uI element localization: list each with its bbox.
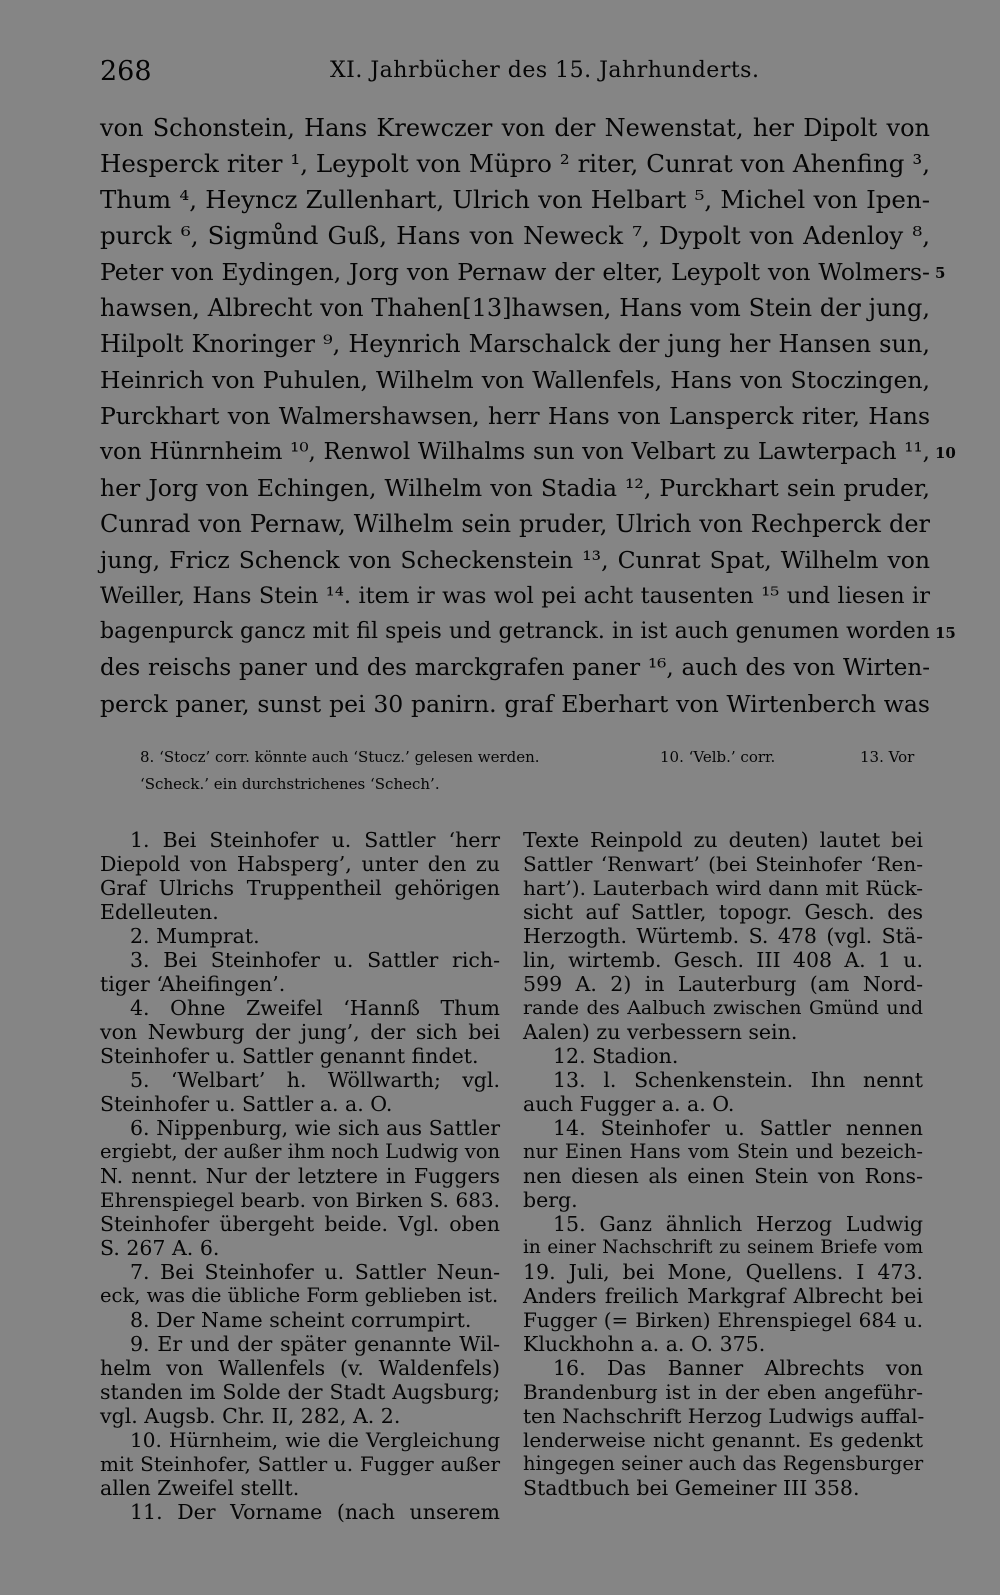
footnote-line: Texte Reinpold zu deuten) lautet bei [523, 828, 923, 852]
text-line: bagenpurck gancz mit fil speis und getranck. in ist auch genumen worden [100, 619, 930, 644]
text-line: von Schonstein, Hans Krewczer von der Newenstat, her Dipolt von [100, 114, 930, 142]
footnote-line: Edelleuten. [100, 900, 219, 924]
footnote-line: Diepold von Habsperg’, unter den zu [100, 852, 500, 876]
footnote-line: tiger ‘Aheifingen’. [100, 972, 286, 996]
footnote-line: 13. l. Schenkenstein. Ihn nennt [553, 1068, 923, 1092]
running-title: XI. Jahrbücher des 15. Jahrhunderts. [330, 58, 760, 83]
footnote-line: lenderweise nicht genannt. Es gedenkt [523, 1428, 923, 1452]
footnote-line: 8. Der Name scheint corrumpirt. [130, 1308, 472, 1332]
footnote-line: 14. Steinhofer u. Sattler nennen [553, 1116, 923, 1140]
text-line: Peter von Eydingen, Jorg von Pernaw der elter, Leypolt von Wolmers- [100, 258, 930, 286]
footnote-line: Aalen) zu verbessern sein. [523, 1020, 798, 1044]
footnote-line: ergiebt, der außer ihm noch Ludwig von [100, 1140, 501, 1163]
footnote-line: 4. Ohne Zweifel ‘Hannß Thum [130, 996, 500, 1020]
footnote-line: 19. Juli, bei Mone, Quellens. I 473. [523, 1260, 923, 1284]
footnote-line: 1. Bei Steinhofer u. Sattler ‘herr [130, 828, 500, 852]
text-line: purck ⁶, Sigmůnd Guß, Hans von Neweck ⁷, Dypolt von Adenloy ⁸, [100, 221, 930, 250]
text-line: Cunrad von Pernaw, Wilhelm sein pruder, Ulrich von Rechperck der [100, 510, 930, 538]
footnote-line: standen im Solde der Stadt Augsburg; [100, 1380, 500, 1404]
footnote-line: N. nennt. Nur der letztere in Fuggers [100, 1164, 500, 1188]
footnote-line: mit Steinhofer, Sattler u. Fugger außer [100, 1452, 500, 1476]
page-number: 268 [100, 56, 152, 87]
text-line: von Hünrnheim ¹⁰, Renwol Wilhalms sun von Velbart zu Lawterpach ¹¹, [100, 439, 930, 465]
footnote-line: auch Fugger a. a. O. [523, 1092, 735, 1116]
line-number-marker: 10 [935, 444, 956, 462]
text-line: Heinrich von Puhulen, Wilhelm von Wallenfels, Hans von Stoczingen, [100, 366, 930, 394]
footnote-line: 7. Bei Steinhofer u. Sattler Neun- [130, 1260, 500, 1284]
apparatus-note: 13. Vor [860, 748, 915, 766]
footnote-line: in einer Nachschrift zu seinem Briefe vom [523, 1237, 923, 1258]
footnote-line: S. 267 A. 6. [100, 1236, 220, 1260]
line-number-marker: 5 [935, 264, 946, 282]
text-line: perck paner, sunst pei 30 panirn. graf Eberhart von Wirtenberch was [100, 690, 930, 718]
line-number-marker: 15 [935, 624, 956, 642]
text-line: Purckhart von Walmershawsen, herr Hans von Lansperck riter, Hans [100, 402, 930, 430]
text-line: her Jorg von Echingen, Wilhelm von Stadia ¹², Purckhart sein pruder, [100, 474, 930, 502]
text-line: Weiller, Hans Stein ¹⁴. item ir was wol pei acht tausenten ¹⁵ und liesen ir [100, 583, 930, 609]
footnote-line: Kluckhohn a. a. O. 375. [523, 1332, 766, 1356]
footnote-line: 10. Hürnheim, wie die Vergleichung [130, 1428, 500, 1452]
footnote-line: helm von Wallenfels (v. Waldenfels) [100, 1356, 500, 1380]
apparatus-note: ‘Scheck.’ ein durchstrichenes ‘Schech’. [140, 775, 440, 793]
text-line: hawsen, Albrecht von Thahen[13]hawsen, Hans vom Stein der jung, [100, 294, 930, 322]
footnote-line: Steinhofer u. Sattler genannt findet. [100, 1044, 479, 1068]
footnote-line: 3. Bei Steinhofer u. Sattler rich- [130, 948, 500, 972]
footnote-line: Steinhofer übergeht beide. Vgl. oben [100, 1212, 500, 1236]
footnote-line: nen diesen als einen Stein von Rons- [523, 1164, 923, 1188]
footnote-line: berg. [523, 1188, 578, 1212]
footnote-line: Fugger (= Birken) Ehrenspiegel 684 u. [523, 1308, 923, 1332]
footnote-line: vgl. Augsb. Chr. II, 282, A. 2. [100, 1404, 401, 1428]
footnote-line: 599 A. 2) in Lauterburg (am Nord- [523, 972, 923, 996]
footnote-line: rande des Aalbuch zwischen Gmünd und [523, 997, 923, 1019]
footnote-line: Stadtbuch bei Gemeiner III 358. [523, 1476, 860, 1500]
text-line: Thum ⁴, Heyncz Zullenhart, Ulrich von Helbart ⁵, Michel von Ipen- [100, 185, 930, 214]
text-line: jung, Fricz Schenck von Scheckenstein ¹³, Cunrat Spat, Wilhelm von [100, 546, 930, 574]
footnote-line: sicht auf Sattler, topogr. Gesch. des [523, 900, 923, 924]
footnote-line: 12. Stadion. [553, 1044, 679, 1068]
footnote-line: Steinhofer u. Sattler a. a. O. [100, 1092, 393, 1116]
footnote-line: 2. Mumprat. [130, 924, 260, 948]
footnote-line: 11. Der Vorname (nach unserem [130, 1500, 500, 1524]
footnote-line: ten Nachschrift Herzog Ludwigs auffal- [523, 1404, 925, 1428]
text-line: Hesperck riter ¹, Leypolt von Müpro ² riter, Cunrat von Ahenfing ³, [100, 149, 930, 178]
footnote-line: allen Zweifel stellt. [100, 1476, 300, 1500]
footnote-line: 9. Er und der später genannte Wil- [130, 1332, 500, 1356]
footnote-line: 15. Ganz ähnlich Herzog Ludwig [553, 1212, 923, 1236]
footnote-line: Brandenburg ist in der eben angeführ- [523, 1380, 923, 1404]
footnote-line: hart’). Lauterbach wird dann mit Rück- [523, 876, 923, 900]
footnote-line: hingegen seiner auch das Regensburger [523, 1452, 924, 1475]
apparatus-note: 8. ‘Stocz’ corr. könnte auch ‘Stucz.’ gelesen werden. [140, 748, 540, 766]
footnote-line: von Newburg der jung’, der sich bei [100, 1020, 500, 1044]
apparatus-note: 10. ‘Velb.’ corr. [660, 748, 776, 766]
text-line: des reischs paner und des marckgrafen paner ¹⁶, auch des von Wirten- [100, 655, 930, 681]
footnote-line: Ehrenspiegel bearb. von Birken S. 683. [100, 1188, 500, 1212]
footnote-line: Graf Ulrichs Truppentheil gehörigen [100, 876, 500, 900]
footnote-line: Herzogth. Würtemb. S. 478 (vgl. Stä- [523, 924, 923, 948]
footnote-line: 5. ‘Welbart’ h. Wöllwarth; vgl. [130, 1068, 500, 1092]
text-line: Hilpolt Knoringer ⁹, Heynrich Marschalck der jung her Hansen sun, [100, 330, 930, 358]
footnote-line: Anders freilich Markgraf Albrecht bei [523, 1284, 923, 1308]
footnote-line: Sattler ‘Renwart’ (bei Steinhofer ‘Ren- [523, 852, 923, 876]
footnote-line: nur Einen Hans vom Stein und bezeich- [523, 1140, 923, 1163]
footnote-line: eck, was die übliche Form geblieben ist. [100, 1284, 499, 1307]
page-header [100, 52, 940, 92]
footnote-line: 6. Nippenburg, wie sich aus Sattler [130, 1116, 500, 1140]
footnote-line: 16. Das Banner Albrechts von [553, 1356, 923, 1380]
footnote-line: lin, wirtemb. Gesch. III 408 A. 1 u. [523, 948, 923, 972]
